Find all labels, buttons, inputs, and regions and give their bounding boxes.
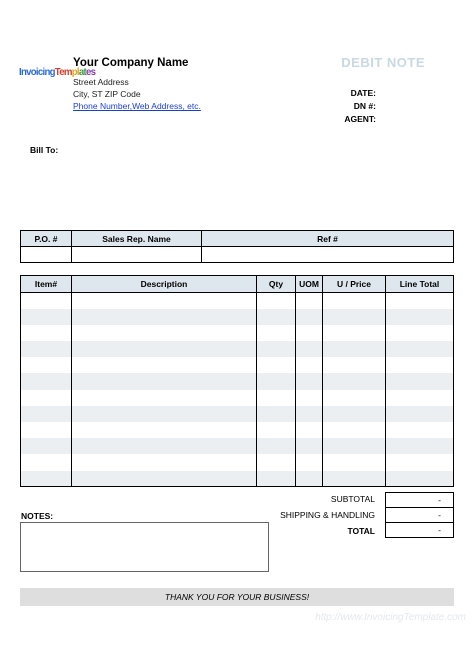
- ref-header: Ref #: [202, 231, 454, 247]
- subtotal-value[interactable]: -: [385, 492, 454, 508]
- notes-label: NOTES:: [21, 511, 54, 521]
- table-row: [21, 357, 454, 373]
- table-row: [21, 471, 454, 487]
- table-row: [21, 438, 454, 454]
- agent-label: AGENT:: [344, 114, 376, 124]
- thank-you-banner: THANK YOU FOR YOUR BUSINESS!: [20, 588, 454, 606]
- qty-header: Qty: [257, 276, 296, 293]
- subtotal-label: SUBTOTAL: [330, 494, 375, 504]
- street-address[interactable]: Street Address: [73, 77, 129, 87]
- company-logo: InvoicingTemplates: [19, 66, 96, 78]
- document-title: DEBIT NOTE: [341, 55, 425, 70]
- table-row: [21, 341, 454, 357]
- table-row: [21, 406, 454, 422]
- table-row: [21, 390, 454, 406]
- notes-field[interactable]: [20, 522, 269, 572]
- total-value[interactable]: -: [385, 522, 454, 538]
- sales-rep-header: Sales Rep. Name: [72, 231, 202, 247]
- shipping-value[interactable]: -: [385, 507, 454, 523]
- po-header: P.O. #: [21, 231, 72, 247]
- table-row: [21, 325, 454, 341]
- table-row: [21, 454, 454, 470]
- watermark: http://www.InvoicingTemplate.com: [315, 612, 466, 623]
- company-name[interactable]: Your Company Name: [73, 57, 189, 69]
- table-row: [21, 309, 454, 325]
- po-cell[interactable]: [21, 247, 72, 263]
- dn-label: DN #:: [353, 101, 376, 111]
- item-header: Item#: [21, 276, 72, 293]
- ref-cell[interactable]: [202, 247, 454, 263]
- uom-header: UOM: [296, 276, 323, 293]
- description-header: Description: [72, 276, 257, 293]
- po-table: [20, 230, 454, 263]
- sales-rep-cell[interactable]: [72, 247, 202, 263]
- line-total-header: Line Total: [386, 276, 454, 293]
- shipping-label: SHIPPING & HANDLING: [280, 510, 375, 520]
- bill-to-label: Bill To:: [30, 145, 59, 155]
- contact-link[interactable]: Phone Number,Web Address, etc.: [73, 101, 201, 111]
- city-state-zip[interactable]: City, ST ZIP Code: [73, 89, 141, 99]
- unit-price-header: U / Price: [323, 276, 386, 293]
- items-table: [20, 275, 454, 487]
- table-row: [21, 373, 454, 389]
- table-row: [21, 422, 454, 438]
- total-label: TOTAL: [347, 526, 375, 536]
- table-row: [21, 293, 454, 309]
- date-label: DATE:: [350, 88, 376, 98]
